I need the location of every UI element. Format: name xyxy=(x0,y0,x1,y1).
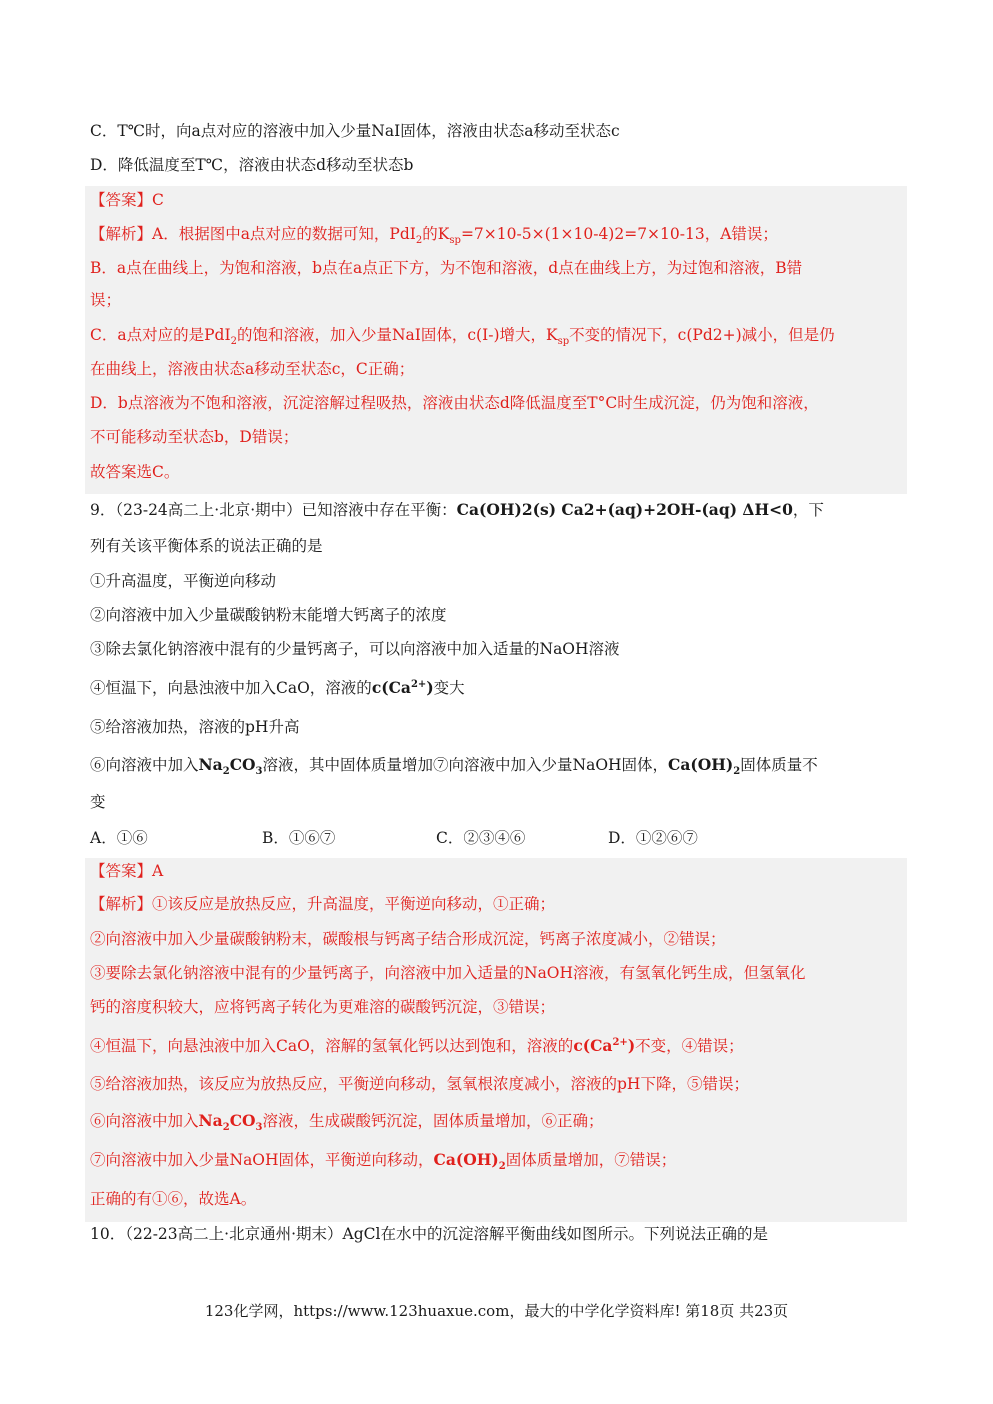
equilibrium-equation: Ca(OH)2(s) Ca2+(aq)+2OH-(aq) ΔH<0 xyxy=(456,500,793,519)
answer-label-9: 【答案】A xyxy=(90,862,164,880)
option-d: D．降低温度至T℃，溶液由状态d移动至状态b xyxy=(90,156,414,174)
option-c-9: C．②③④⑥ xyxy=(436,829,526,847)
statement-2: ②向溶液中加入少量碳酸钠粉末能增大钙离子的浓度 xyxy=(90,606,447,624)
explanation-8-c1: C．a点对应的是PdI$_2$的饱和溶液，加入少量NaI固体，c(I-)增大，$K_{sp}$不变的情况下，c(Pd2+)减小，但是仍 xyxy=(90,326,835,348)
explanation-8-end: 故答案选C。 xyxy=(90,463,180,481)
explanation-9-2: ②向溶液中加入少量碳酸钠粉末，碳酸根与钙离子结合形成沉淀，钙离子浓度减小，②错误； xyxy=(90,930,726,948)
answer-label-8: 【答案】C xyxy=(90,191,164,209)
explanation-8-a: 【解析】A．根据图中a点对应的数据可知，PdI$_2$的$K_{sp}=7\times 10-5\times(1\times 10-4)2=7\times 10-13$，A错误； xyxy=(90,225,778,247)
explanation-9-4: ④恒温下，向悬浊液中加入CaO，溶解的氢氧化钙以达到饱和，溶液的$c(Ca^{2+})$不变，④错误； xyxy=(90,1036,744,1055)
explanation-9-5: ⑤给溶液加热，该反应为放热反应，平衡逆向移动，氢氧根浓度减小，溶液的pH下降，⑤错误； xyxy=(90,1075,749,1093)
question-9-line2: 列有关该平衡体系的说法正确的是 xyxy=(90,537,323,555)
explanation-9-6: ⑥向溶液中加入$Na_2CO_3$溶液，生成碳酸钙沉淀，固体质量增加，⑥正确； xyxy=(90,1111,604,1134)
option-d-9: D．①②⑥⑦ xyxy=(608,829,698,847)
page-footer: 123化学网，https://www.123huaxue.com，最大的中学化学资料库! 第18页 共23页 xyxy=(204,1302,789,1320)
option-a: A．①⑥ xyxy=(90,829,148,847)
explanation-9-7: ⑦向溶液中加入少量NaOH固体，平衡逆向移动，$Ca(OH)_2$固体质量增加，⑦错误； xyxy=(90,1150,677,1173)
explanation-9-end: 正确的有①⑥，故选A。 xyxy=(90,1190,257,1208)
option-c: C．T℃时，向a点对应的溶液中加入少量NaI固体，溶液由状态a移动至状态c xyxy=(90,122,620,140)
option-b: B．①⑥⑦ xyxy=(262,829,336,847)
explanation-8-b2: 误； xyxy=(90,291,122,309)
explanation-8-b1: B．a点在曲线上，为饱和溶液，b点在a点正下方，为不饱和溶液，d点在曲线上方，为过饱和溶液，B错 xyxy=(90,259,803,277)
statement-6-7-cont: 变 xyxy=(90,793,106,811)
explanation-9-3b: 钙的溶度积较大，应将钙离子转化为更难溶的碳酸钙沉淀，③错误； xyxy=(90,998,556,1016)
explanation-9-1: 【解析】①该反应是放热反应，升高温度，平衡逆向移动，①正确； xyxy=(90,895,556,913)
question-9-head: 9．（23-24高二上·北京·期中）已知溶液中存在平衡：Ca(OH)2(s) Ca2+(aq)+2OH-(aq) ΔH<0，下 xyxy=(90,500,824,519)
statement-3: ③除去氯化钠溶液中混有的少量钙离子，可以向溶液中加入适量的NaOH溶液 xyxy=(90,640,620,658)
explanation-8-d2: 不可能移动至状态b，D错误； xyxy=(90,428,299,446)
question-10: 10．（22-23高二上·北京通州·期末）AgCl在水中的沉淀溶解平衡曲线如图所示。下列说法正确的是 xyxy=(90,1225,768,1243)
statement-4: ④恒温下，向悬浊液中加入CaO，溶液的$c(Ca^{2+})$变大 xyxy=(90,678,465,697)
explanation-8-c2: 在曲线上，溶液由状态a移动至状态c，C正确； xyxy=(90,360,415,378)
statement-5: ⑤给溶液加热，溶液的pH升高 xyxy=(90,718,300,736)
explanation-9-3a: ③要除去氯化钠溶液中混有的少量钙离子，向溶液中加入适量的NaOH溶液，有氢氧化钙生成，但氢氧化 xyxy=(90,964,806,982)
statement-6-7: ⑥向溶液中加入$Na_2CO_3$溶液，其中固体质量增加⑦向溶液中加入少量NaOH固体，$Ca(OH)_2$固体质量不 xyxy=(90,755,818,778)
explanation-8-d1: D．b点溶液为不饱和溶液，沉淀溶解过程吸热，溶液由状态d降低温度至T°C时生成沉淀，仍为饱和溶液， xyxy=(90,394,819,412)
statement-1: ①升高温度，平衡逆向移动 xyxy=(90,572,277,590)
